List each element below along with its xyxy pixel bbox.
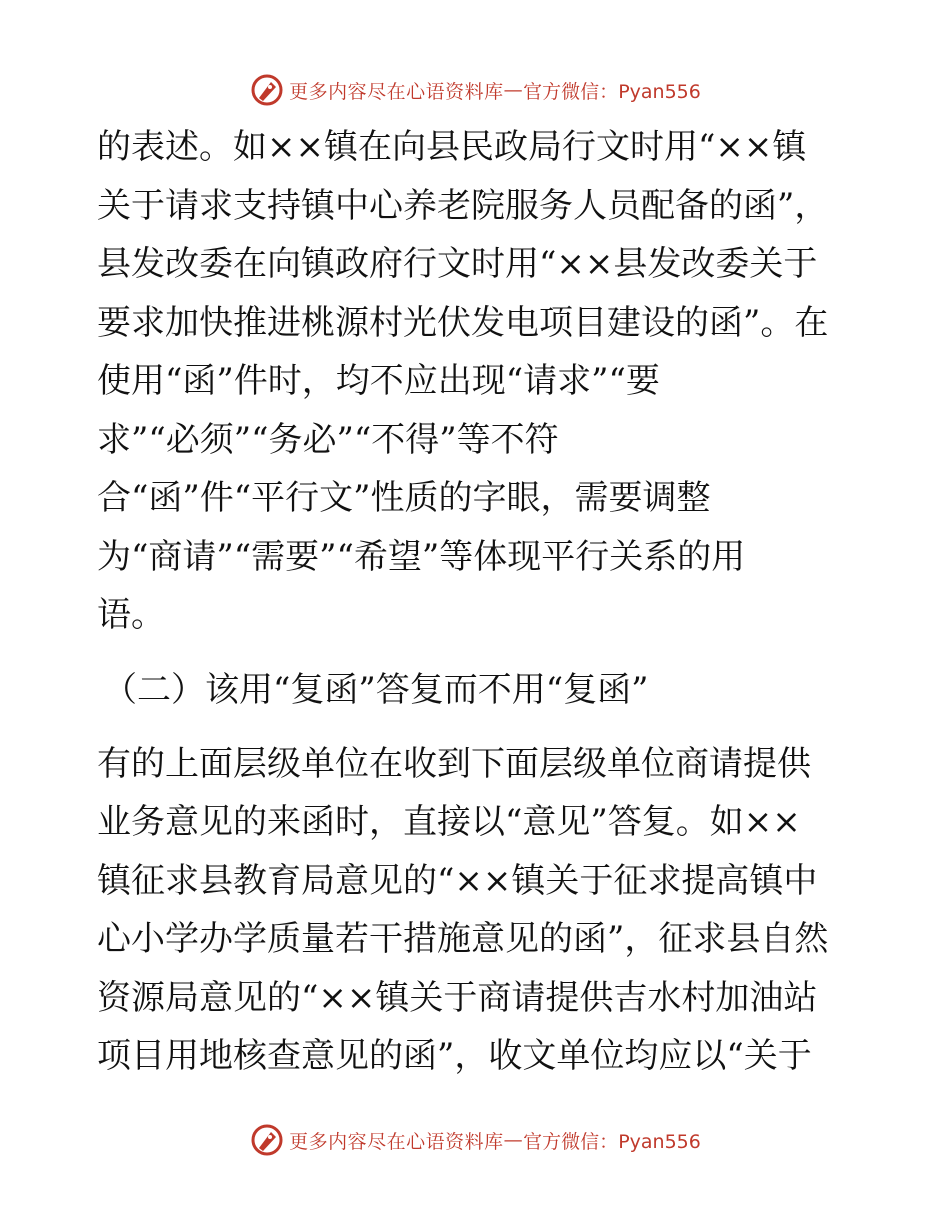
watermark-separator: — (503, 1129, 524, 1151)
paragraph-2 (97, 735, 857, 1086)
text-line: 业务意见的来函时，直接以“意见”答复。如×× (97, 802, 801, 842)
pen-nib-seal-icon (249, 1122, 285, 1158)
text-line: 资源局意见的“××镇关于商请提供吉水村加油站 (97, 977, 818, 1018)
text-line: 求”“必须”“务必”“不得”等不符 (97, 419, 559, 460)
text-line: 语。 (97, 595, 165, 635)
section-heading: （二）该用“复函”答复而不用“复函” (103, 669, 649, 710)
text-line: 的表述。如××镇在向县民政局行文时用“××镇 (97, 127, 807, 167)
paragraph-1 (97, 118, 857, 645)
watermark-brand: 更多内容尽在心语资料库 (289, 80, 504, 103)
text-line: 镇征求县教育局意见的“××镇关于征求提高镇中 (97, 860, 818, 901)
document-body (97, 118, 857, 1086)
watermark-wechat-label: 官方微信： (523, 80, 619, 103)
text-line: 有的上面层级单位在收到下面层级单位商请提供 (97, 743, 811, 784)
watermark-separator: — (503, 79, 524, 101)
text-line: 关于请求支持镇中心养老院服务人员配备的函”， (97, 185, 829, 226)
text-line: 县发改委在向镇政府行文时用“××县发改委关于 (97, 244, 818, 284)
pen-nib-seal-icon (249, 72, 285, 108)
text-line: 为“商请”“需要”“希望”等体现平行关系的用 (97, 536, 746, 577)
watermark-header (0, 70, 950, 110)
text-line: 使用“函”件时，均不应出现“请求”“要 (97, 361, 660, 401)
text-line: 合“函”件“平行文”性质的字眼，需要调整 (97, 478, 711, 518)
text-line: 心小学办学质量若干措施意见的函”，征求县自然 (97, 919, 829, 959)
text-line: 项目用地核查意见的函”，收文单位均应以“关于 (97, 1036, 812, 1076)
text-line: 要求加快推进桃源村光伏发电项目建设的函”。在 (97, 302, 829, 343)
watermark-brand: 更多内容尽在心语资料库 (289, 1130, 504, 1153)
watermark-wechat (523, 1127, 701, 1154)
watermark-wechat-id: Pyan556 (618, 1130, 701, 1153)
watermark-wechat (523, 77, 701, 104)
watermark-footer (0, 1120, 950, 1160)
watermark-wechat-id: Pyan556 (618, 80, 701, 103)
watermark-wechat-label: 官方微信： (523, 1130, 619, 1153)
